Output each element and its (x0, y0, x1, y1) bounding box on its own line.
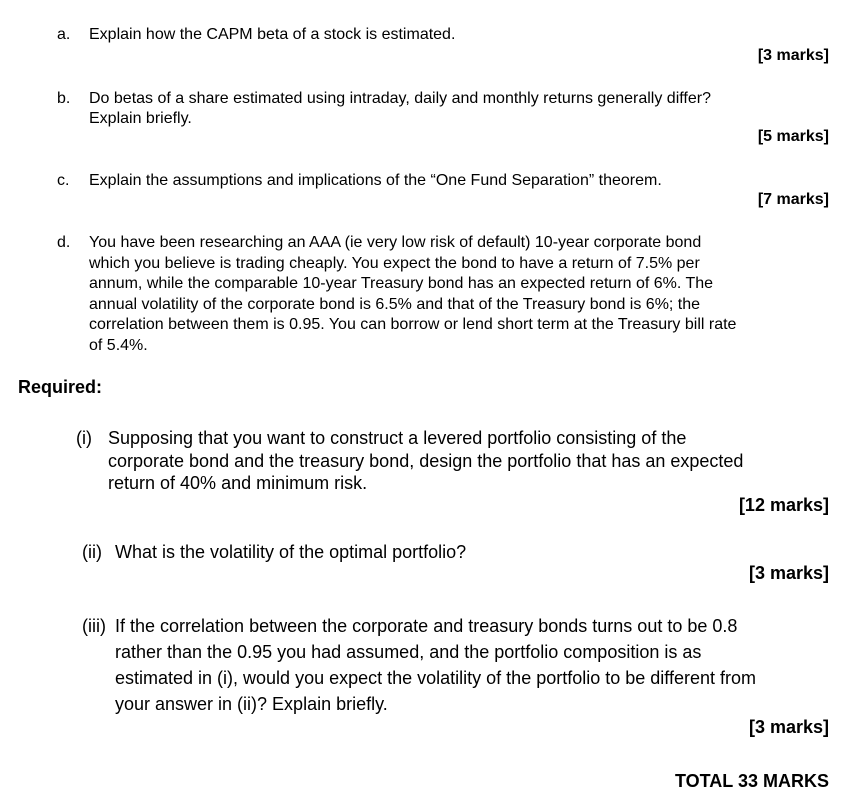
question-b-text (89, 89, 711, 129)
subquestion-line: estimated in (i), would you expect the volatility of the portfolio to be different from (115, 668, 756, 688)
question-line: Explain briefly. (89, 110, 192, 127)
subquestion-line: Supposing that you want to construct a levered portfolio consisting of the (108, 428, 687, 448)
question-a-marks: [3 marks] (757, 47, 829, 64)
subquestion-ii-label: (ii) (82, 542, 102, 562)
question-line: You have been researching an AAA (ie very low risk of default) 10-year corporate bond (89, 234, 702, 251)
question-line: Explain the assumptions and implications of the “One Fund Separation” theorem. (89, 172, 662, 189)
subquestion-i-label: (i) (76, 428, 92, 448)
subquestion-ii-text (115, 541, 466, 564)
subquestion-iii-marks: [3 marks] (748, 717, 829, 737)
required-heading: Required: (18, 377, 103, 397)
question-line: Do betas of a share estimated using intraday, daily and monthly returns generally differ? (89, 90, 711, 107)
total-marks: TOTAL 33 MARKS (674, 771, 829, 791)
question-d-label: d. (57, 234, 71, 251)
question-a-text (89, 25, 455, 46)
question-c-label: c. (57, 172, 70, 189)
subquestion-iii-label: (iii) (82, 616, 106, 636)
question-c-marks: [7 marks] (757, 191, 829, 208)
subquestion-i-text (108, 427, 743, 495)
subquestion-ii-marks: [3 marks] (748, 563, 829, 583)
question-b-marks: [5 marks] (757, 128, 829, 145)
question-line: Explain how the CAPM beta of a stock is estimated. (89, 26, 456, 43)
question-line: annum, while the comparable 10-year Treasury bond has an expected return of 6%. The (89, 275, 714, 292)
question-line: which you believe is trading cheaply. You expect the bond to have a return of 7.5% per (89, 254, 700, 272)
subquestion-line: What is the volatility of the optimal portfolio? (115, 542, 467, 562)
subquestion-line: your answer in (ii)? Explain briefly. (115, 694, 388, 714)
subquestion-line: corporate bond and the treasury bond, design the portfolio that has an expected (108, 450, 744, 471)
question-d-text (89, 233, 736, 356)
question-b-label: b. (57, 90, 71, 107)
question-line: of 5.4%. (89, 336, 148, 354)
question-line: annual volatility of the corporate bond is 6.5% and that of the Treasury bond is 6%; the (89, 295, 701, 313)
subquestion-i-marks: [12 marks] (738, 495, 829, 515)
subquestion-line: If the correlation between the corporate and treasury bonds turns out to be 0.8 (115, 616, 738, 636)
question-line: correlation between them is 0.95. You can borrow or lend short term at the Treasury bill rate (89, 316, 737, 333)
subquestion-iii-text (115, 613, 756, 717)
question-a-label: a. (57, 26, 71, 43)
subquestion-line: return of 40% and minimum risk. (108, 473, 368, 493)
question-c-text (89, 171, 662, 192)
subquestion-line: rather than the 0.95 you had assumed, and the portfolio composition is as (115, 642, 702, 662)
